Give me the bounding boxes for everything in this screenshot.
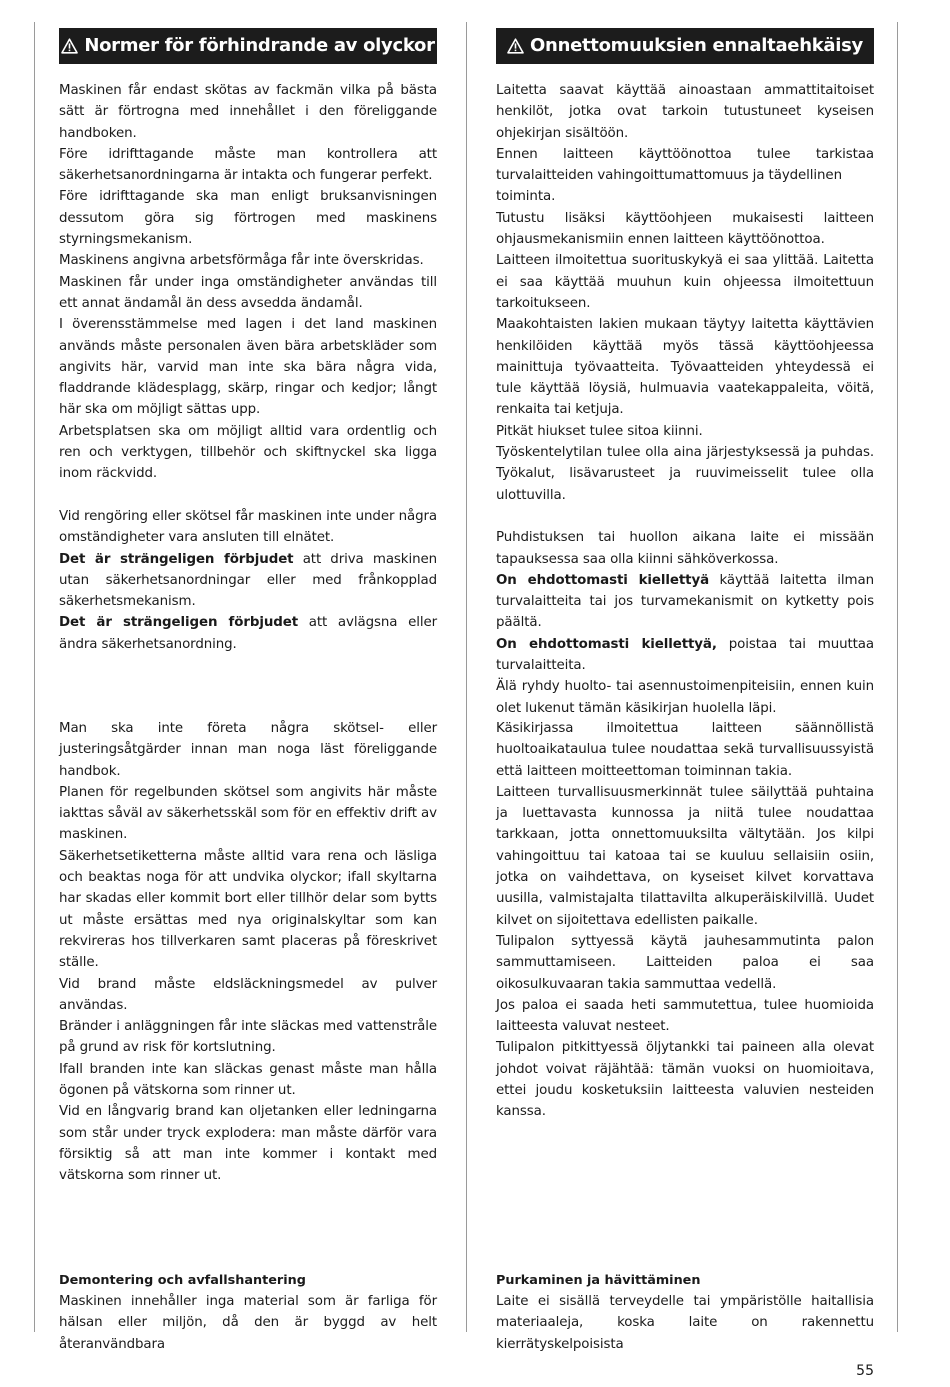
paragraph-text: I överensstämmelse med lagen i det land maskinen används måste personalen även bära arbetskläder som angivits här, varvid man inte ska bära några vida, fladdrande klädesplagg, skärp, ringar och kedjor; långt här ska om möjligt sättas upp. — [59, 317, 437, 418]
paragraph — [496, 634, 874, 677]
paragraph — [496, 314, 874, 420]
left-disposal-text: Maskinen innehåller inga material som är farliga för hälsan eller miljön, då den är byggd av helt återanvändbara — [59, 1294, 437, 1352]
left-disposal-section — [59, 1270, 437, 1355]
paragraph-text: att avlägsna eller ändra säkerhetsanordning. — [59, 615, 437, 652]
paragraph-text: käyttää laitetta ilman turvalaitteita tai jos turvamekanismit on kytketty pois päältä. — [496, 572, 874, 631]
right-disposal-heading: Purkaminen ja hävittäminen — [496, 1273, 701, 1288]
right-maintenance-rules — [496, 718, 874, 1123]
paragraph — [496, 1037, 874, 1122]
paragraph-text: Ennen laitteen käyttöönottoa tulee tarkistaa turvalaitteiden vahingoittumattomuus ja täydellinen — [496, 146, 874, 184]
paragraph-text: Työskentelytilan tulee olla aina järjestyksessä ja puhdas. Työkalut, lisävarusteet ja ruuvimeisselit tulee olla ulottuvilla. — [496, 445, 874, 503]
paragraph — [59, 1101, 437, 1186]
paragraph — [59, 549, 437, 613]
paragraph-gap — [59, 485, 437, 506]
paragraph-text: Käsikirjassa ilmoitettua laitteen säännöllistä huoltoaikataulua tulee noudattaa sekä turvallisuussyistä että laitteen moitteettoman toiminnan takia. — [496, 721, 874, 779]
paragraph — [59, 846, 437, 974]
paragraph-text: Bränder i anläggningen får inte släckas med vattenstråle på grund av risk för kortslutning. — [59, 1019, 437, 1056]
right-safety-rules — [496, 80, 874, 719]
paragraph-text: Planen för regelbunden skötsel som angivits här måste iakttas såväl av säkerhetsskäl som för en effektiv drift av maskinen. — [59, 784, 437, 843]
warning-triangle-icon — [61, 38, 78, 54]
paragraph — [496, 186, 874, 207]
left-section-title: Normer för förhindrande av olyckor — [84, 35, 435, 56]
paragraph — [59, 612, 437, 655]
paragraph — [496, 442, 874, 506]
emphasis-text: Det är strängeligen förbjudet — [59, 615, 299, 631]
right-section-title: Onnettomuuksien ennaltaehkäisy — [530, 35, 863, 56]
left-section-banner — [59, 28, 437, 64]
paragraph-text: Laitteen turvallisuusmerkinnät tulee säilyttää puhtaina ja luettavasta kunnossa ja niitä tulee noudattaa tarkkaan, jotta onnettomuuksilta vältytään. Jos kilpi vahingoittuu tai katoaa tai se kuuluu sellaisiin osiin, jotka on vaihdettava, on kyseiset kilvet korvattava uusilla, valmistajalta tilattavilta alkuperäiskilvillä. Uudet kilvet on sijoitettava edellisten paikalle. — [496, 784, 874, 928]
paragraph — [59, 718, 437, 782]
emphasis-text: On ehdottomasti kiellettyä — [496, 572, 710, 588]
paragraph-text: Tulipalon pitkittyessä öljytankki tai paineen alla olevat johdot voivat räjähtää: tämän vuoksi on huomioitava, ettei joudu kosketuksiin laitteesta valuvien nesteiden kanssa. — [496, 1040, 874, 1120]
paragraph — [59, 782, 437, 846]
paragraph-text: Maakohtaisten lakien mukaan täytyy laitetta käyttävien henkilöiden käyttää myös tässä käyttöohjeessa mainittuja työvaatteita. Työvaatteiden yhteydessä ei tule käyttää löysiä, hulmuavia vaatekappaleita, vöitä, renkaita tai ketjuja. — [496, 317, 874, 418]
paragraph — [59, 144, 437, 187]
paragraph — [59, 80, 437, 144]
left-maintenance-rules — [59, 718, 437, 1187]
paragraph — [496, 995, 874, 1038]
paragraph — [496, 144, 874, 187]
paragraph-text: Före idrifttagande ska man enligt bruksanvisningen dessutom göra sig förtrogen med maskinens styrningsmekanism. — [59, 189, 437, 248]
paragraph-text: Vid brand måste eldsläckningsmedel av pulver användas. — [59, 976, 437, 1013]
paragraph — [59, 974, 437, 1017]
paragraph — [496, 250, 874, 314]
paragraph-text: Säkerhetsetiketterna måste alltid vara rena och läsliga och beaktas noga för att undvika olyckor; ifall skyltarna har skadas eller kommit bort eller tillhör delar som bytts ut måste ersättas med nya originalskyltar som kan rekvireras hos tillverkaren samt placeras på föreskrivet ställe. — [59, 848, 437, 971]
left-safety-rules — [59, 80, 437, 655]
paragraph — [496, 718, 874, 782]
paragraph — [496, 527, 874, 570]
paragraph — [496, 80, 874, 144]
paragraph — [59, 250, 437, 271]
paragraph-text: toiminta. — [496, 189, 556, 205]
paragraph-text: Vid rengöring eller skötsel får maskinen inte under några omständigheter vara ansluten till elnätet. — [59, 508, 437, 546]
warning-triangle-icon — [507, 38, 524, 54]
paragraph — [59, 272, 437, 315]
page-number: 55 — [856, 1363, 874, 1379]
paragraph — [59, 1016, 437, 1059]
paragraph-text: Pitkät hiukset tulee sitoa kiinni. — [496, 423, 703, 439]
paragraph — [59, 314, 437, 420]
paragraph-text: Laitteen ilmoitettua suorituskykyä ei saa ylittää. Laitetta ei saa käyttää muuhun kuin ohjeessa ilmoitettuun tarkoitukseen. — [496, 253, 874, 311]
paragraph-text: Maskinen får endast skötas av fackmän vilka på bästa sätt är förtrogna med innehållet i den föreliggande handboken. — [59, 83, 437, 141]
paragraph — [496, 931, 874, 995]
right-disposal-section — [496, 1270, 874, 1355]
left-disposal-heading: Demontering och avfallshantering — [59, 1273, 306, 1288]
paragraph-text: poistaa tai muuttaa turvalaitteita. — [496, 636, 874, 674]
paragraph — [496, 421, 874, 442]
paragraph-text: Maskinens angivna arbetsförmåga får inte överskridas. — [59, 253, 424, 269]
paragraph — [496, 676, 874, 719]
paragraph-text: Ifall branden inte kan släckas genast måste man hålla ögonen på vätskorna som rinner ut. — [59, 1061, 437, 1099]
paragraph-text: Vid en långvarig brand kan oljetanken eller ledningarna som står under tryck explodera: man måste därför vara försiktig så att man inte kommer i kontakt med vätskorna som rinner ut. — [59, 1104, 437, 1184]
paragraph-text: Jos paloa ei saada heti sammutettua, tulee huomioida laitteesta valuvat nesteet. — [496, 997, 874, 1035]
paragraph-text: Puhdistuksen tai huollon aikana laite ei missään tapauksessa saa olla kiinni sähköverkossa. — [496, 530, 874, 567]
paragraph-text: Tulipalon syttyessä käytä jauhesammutinta palon sammuttamiseen. Laitteiden paloa ei saa oikosulkuvaaran takia sammuttaa vedellä. — [496, 933, 874, 992]
right-section-banner — [496, 28, 874, 64]
paragraph-text: Laitetta saavat käyttää ainoastaan ammattitaitoiset henkilöt, jotka ovat tarkoin tutustuneet kyseisen ohjekirjan sisältöön. — [496, 83, 874, 141]
right-disposal-text: Laite ei sisällä terveydelle tai ympäristölle haitallisia materiaaleja, koska laite on rakennettu kierrätyskelpoisista — [496, 1294, 874, 1352]
right-margin-line — [897, 22, 898, 1332]
paragraph — [496, 570, 874, 634]
paragraph — [59, 186, 437, 250]
paragraph — [59, 421, 437, 485]
paragraph-text: Före idrifttagande måste man kontrollera att säkerhetsanordningarna är intakta och fungerar perfekt. — [59, 146, 437, 184]
paragraph-text: Man ska inte företa några skötsel- eller justeringsåtgärder innan man noga läst föreliggande handbok. — [59, 721, 437, 779]
emphasis-text: Det är strängeligen förbjudet — [59, 551, 294, 567]
paragraph — [496, 208, 874, 251]
paragraph-text: att driva maskinen utan säkerhetsanordningar eller med frånkopplad säkerhetsmekanism. — [59, 551, 437, 610]
paragraph — [59, 1059, 437, 1102]
paragraph — [496, 782, 874, 931]
paragraph-text: Älä ryhdy huolto- tai asennustoimenpiteisiin, ennen kuin olet lukenut tämän käsikirjan huolella läpi. — [496, 679, 874, 716]
paragraph-text: Maskinen får under inga omständigheter användas till ett annat ändamål än dess avsedda ändamål. — [59, 274, 437, 311]
paragraph-gap — [496, 506, 874, 527]
center-divider-line — [466, 22, 467, 1332]
paragraph — [59, 506, 437, 549]
paragraph-text: Tutustu lisäksi käyttöohjeen mukaisesti laitteen ohjausmekanismiin ennen laitteen käyttöönottoa. — [496, 210, 874, 248]
emphasis-text: On ehdottomasti kiellettyä, — [496, 636, 717, 652]
paragraph-text: Arbetsplatsen ska om möjligt alltid vara ordentlig och ren och verktygen, tillbehör och skiftnyckel ska ligga inom räckvidd. — [59, 423, 437, 482]
left-margin-line — [34, 22, 35, 1332]
